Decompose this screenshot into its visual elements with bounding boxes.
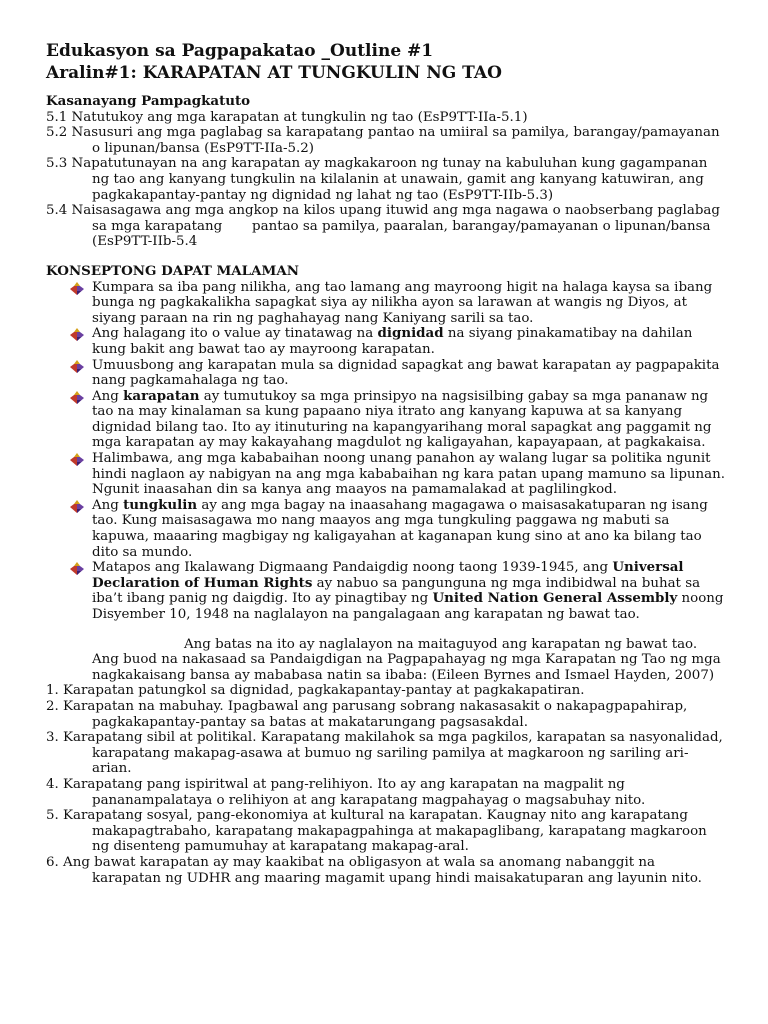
- arrow-bullet-icon: [70, 453, 84, 466]
- arrow-bullet-icon: [70, 562, 84, 575]
- document-title: Edukasyon sa Pagpapakatao _Outline #1: [46, 41, 434, 61]
- arrow-bullet-icon: [70, 282, 84, 295]
- right-item: 5. Karapatang sosyal, pang-ekonomiya at kultural na karapatan. Kaugnay nito ang karapatang makapagtrabaho, karapatang makapagpahinga at makapaglibang, karapatang magkaroon ng disenteng pamumuhay at karapatang makapag-aral.: [46, 808, 707, 855]
- concept-bullet: Kumpara sa iba pang nilikha, ang tao lamang ang mayroong higit na halaga kaysa sa ibang bunga ng pagkakalikha sapagkat siya ay nilikha ayon sa larawan at wangis ng Diyos, at siyang paraan na rin ng paghahayag nang Kaniyang sarili sa tao.: [70, 280, 728, 327]
- udhr-intro-paragraph: [92, 637, 728, 684]
- right-item: 3. Karapatang sibil at politikal. Karapatang makilahok sa mga pagkilos, karapatan sa nasyonalidad, karapatang makapag-asawa at bumuo ng sariling pamilya at magkaroon ng sariling ari-arian.: [46, 730, 723, 777]
- objectives-heading: Kasanayang Pampagkatuto: [46, 93, 251, 109]
- rights-list: [46, 683, 728, 886]
- objective-item: 5.1 Natutukoy ang mga karapatan at tungkulin ng tao (EsP9TT-IIa-5.1): [46, 109, 528, 125]
- lesson-title: Aralin#1: KARAPATAN AT TUNGKULIN NG TAO: [46, 63, 502, 83]
- concept-bullet: Halimbawa, ang mga kababaihan noong unang panahon ay walang lugar sa politika ngunit hindi naglaon ay nabigyan na ang mga kababaihan ng kara patan upang mamuno sa lipunan. Ngunit inaasahan din sa kanya ang maayos na pamamalakad at paglilingkod.: [70, 451, 728, 498]
- concept-bullet: Ang halagang ito o value ay tinatawag na dignidad na siyang pinakamatibay na dahilan kung bakit ang bawat tao ay mayroong karapatan.: [70, 326, 728, 357]
- arrow-bullet-icon: [70, 328, 84, 341]
- concepts-heading: KONSEPTONG DAPAT MALAMAN: [46, 262, 299, 279]
- concept-bullet: Umuusbong ang karapatan mula sa dignidad sapagkat ang bawat karapatan ay pagpapakita nang pagkamahalaga ng tao.: [70, 358, 728, 389]
- concepts-section: [46, 264, 728, 623]
- objective-item: 5.2 Nasusuri ang mga paglabag sa karapatang pantao na umiiral sa pamilya, barangay/pamayanan o lipunan/bansa (EsP9TT-IIa-5.2): [46, 125, 720, 156]
- concept-bullet: Ang karapatan ay tumutukoy sa mga prinsipyo na nagsisilbing gabay sa mga pananaw ng tao na may kinalaman sa kung papaano niya itrato ang kanyang kapuwa at sa kanyang dignidad bilang tao. Ito ay itinuturing na kapangyarihang moral sapagkat ang paggamit ng mga karapatan ay may kakayahang magdulot ng kaligayahan, kapayapaan, at pagkakaisa.: [70, 389, 728, 451]
- objective-item: 5.4 Naisasagawa ang mga angkop na kilos upang ituwid ang mga nagawa o naobserbang paglabag sa mga karapatang pantao sa pamilya, paaralan, barangay/pamayanan o lipunan/bansa (EsP9TT-IIb-5.4: [46, 203, 725, 250]
- right-item: 2. Karapatan na mabuhay. Ipagbawal ang parusang sobrang nakasasakit o nakapagpapahirap, pagkakapantay-pantay sa batas at makatarungang pagsasakdal.: [46, 698, 688, 730]
- objective-item: 5.3 Napatutunayan na ang karapatan ay magkakaroon ng tunay na kabuluhan kung gagampanan ng tao ang kanyang tungkulin na kilalanin at unawain, gamit ang kanyang katuwiran, ang pagkakapantay-pantay ng dignidad ng lahat ng tao (EsP9TT-IIb-5.3): [46, 156, 708, 203]
- concept-bullet: Ang tungkulin ay ang mga bagay na inaasahang magagawa o maisasakatuparan ng isang tao. Kung maisasagawa mo nang maayos ang mga tungkuling paggawa ng mabuti sa kapuwa, maaaring magbigay ng kaligayahan at kaganapan kung sino at ano ka bilang tao dito sa mundo.: [70, 498, 728, 560]
- right-item: 1. Karapatan patungkol sa dignidad, pagkakapantay-pantay at pagkakapatiran.: [46, 683, 585, 699]
- concepts-list: [46, 280, 728, 623]
- right-item: 4. Karapatang pang ispiritwal at pang-relihiyon. Ito ay ang karapatan na magpalit ng pananampalataya o relihiyon at ang karapatang magpahayag o magsabuhay nito.: [46, 776, 646, 808]
- arrow-bullet-icon: [70, 391, 84, 404]
- concept-bullet: Matapos ang Ikalawang Digmaang Pandaigdig noong taong 1939-1945, ang Universal Declaration of Human Rights ay nabuo sa pangunguna ng mga indibidwal na buhat sa iba’t ibang panig ng daigdig. Ito ay pinagtibay ng United Nation General Assembly noong Disyember 10, 1948 na naglalayon na pangalagaan ang karapatan ng bawat tao.: [70, 560, 728, 622]
- objectives-section: [46, 94, 728, 250]
- udhr-intro-text: Ang batas na ito ay naglalayon na maitaguyod ang karapatan ng bawat tao. Ang buod na nakasaad sa Pandaigdigan na Pagpapahayag ng mga Karapatan ng Tao ng mga nagkakaisang bansa ay mababasa natin sa ibaba: (Eileen Byrnes and Ismael Hayden, 2007): [92, 636, 721, 683]
- right-item: 6. Ang bawat karapatan ay may kaakibat na obligasyon at wala sa anomang nabanggit na karapatan ng UDHR ang maaring magamit upang hindi maisakatuparan ang layunin nito.: [46, 854, 702, 886]
- arrow-bullet-icon: [70, 360, 84, 373]
- arrow-bullet-icon: [70, 500, 84, 513]
